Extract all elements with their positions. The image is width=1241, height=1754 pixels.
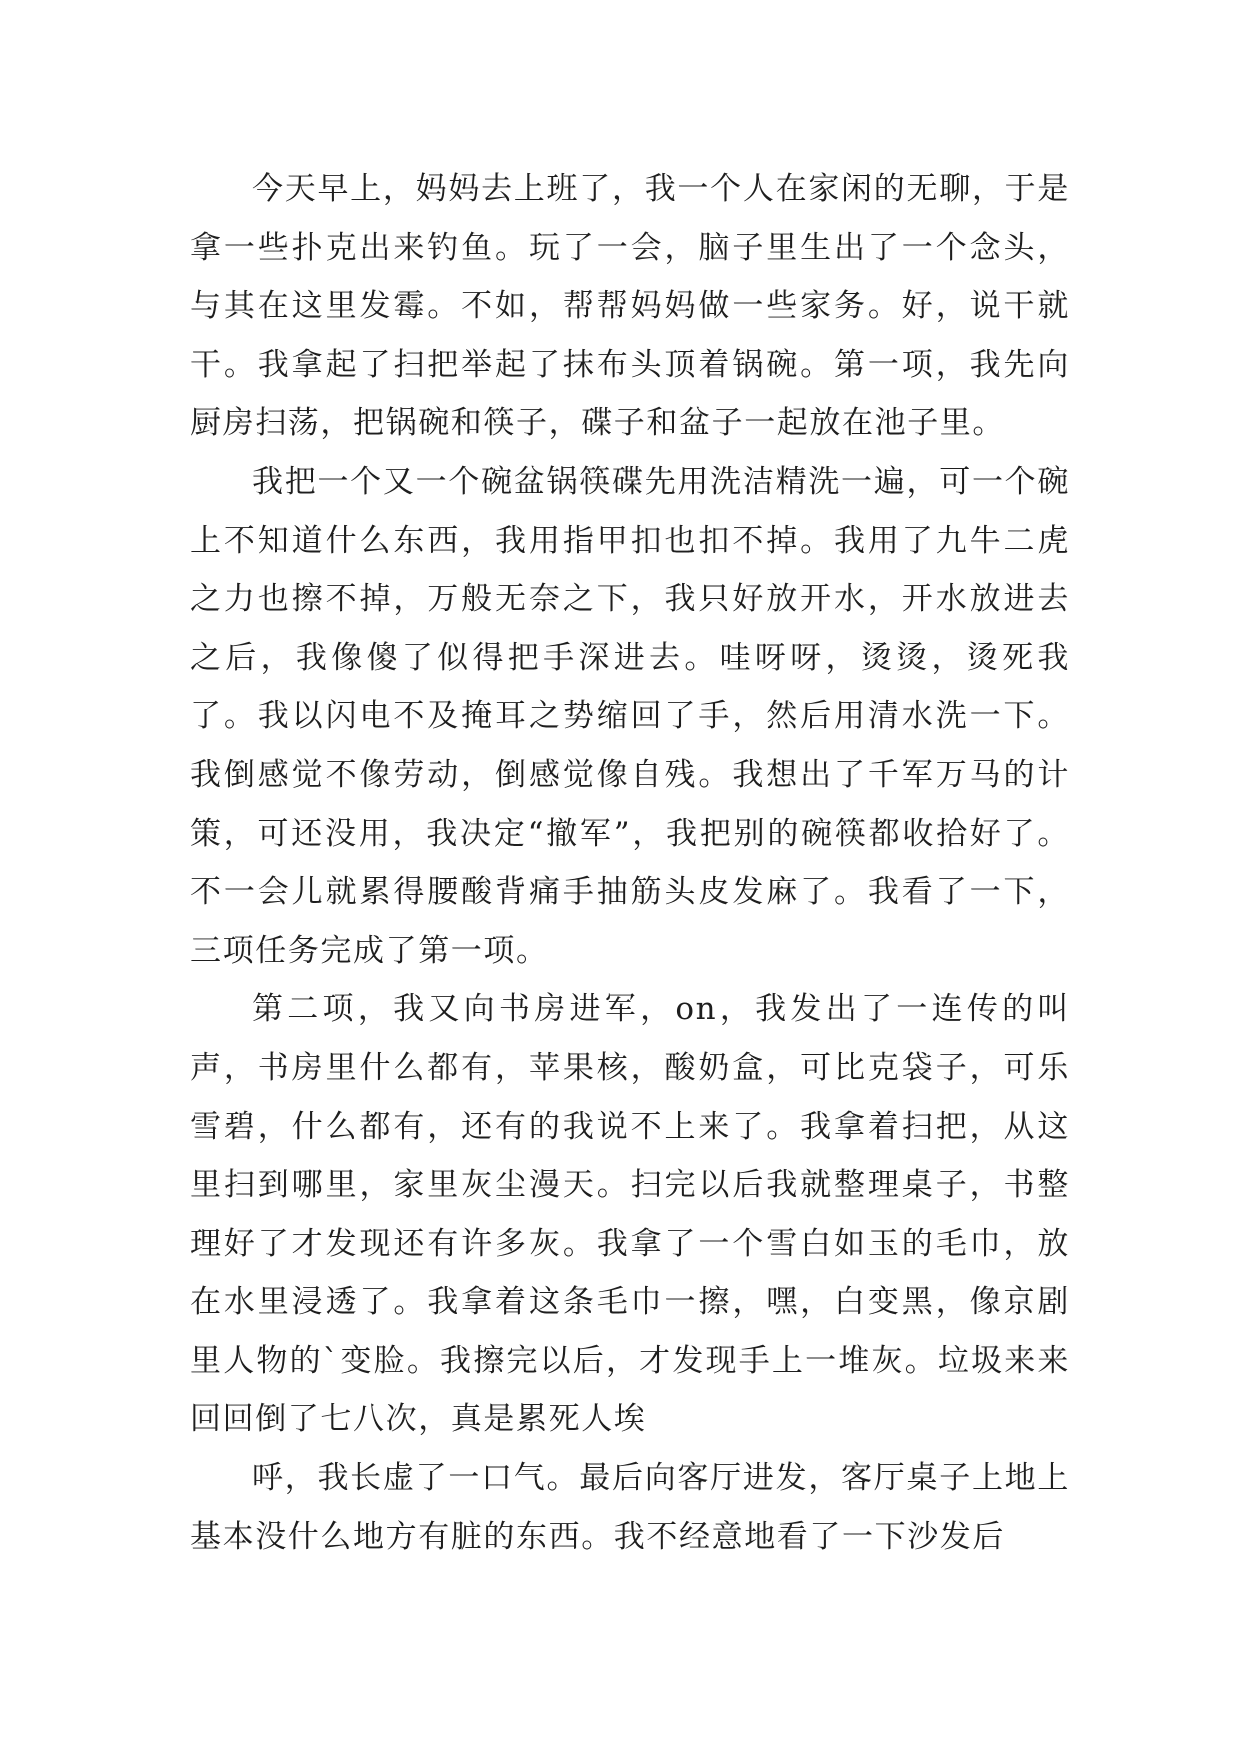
paragraph-3: 第二项，我又向书房进军，on，我发出了一连传的叫声，书房里什么都有，苹果核，酸奶盒，可比克袋子，可乐雪碧，什么都有，还有的我说不上来了。我拿着扫把，从这里扫到哪里，家里灰尘漫天。扫完以后我就整理桌子，书整理好了才发现还有许多灰。我拿了一个雪白如玉的毛巾，放在水里浸透了。我拿着这条毛巾一擦，嘿，白变黑，像京剧里人物的`变脸。我擦完以后，才发现手上一堆灰。垃圾来来回回倒了七八次，真是累死人埃 xyxy=(190,991,1070,1438)
paragraph-4: 呼，我长虚了一口气。最后向客厅进发，客厅桌子上地上基本没什么地方有脏的东西。我不经意地看了一下沙发后 xyxy=(190,1460,1070,1555)
paragraph-1: 今天早上，妈妈去上班了，我一个人在家闲的无聊，于是拿一些扑克出来钓鱼。玩了一会，脑子里生出了一个念头，与其在这里发霉。不如，帮帮妈妈做一些家务。好，说干就干。我拿起了扫把举起了抹布头顶着锅碗。第一项，我先向厨房扫荡，把锅碗和筷子，碟子和盆子一起放在池子里。 xyxy=(190,171,1070,442)
paragraph-2: 我把一个又一个碗盆锅筷碟先用洗洁精洗一遍，可一个碗上不知道什么东西，我用指甲扣也扣不掉。我用了九牛二虎之力也擦不掉，万般无奈之下，我只好放开水，开水放进去之后，我像傻了似得把手深进去。哇呀呀，烫烫，烫死我了。我以闪电不及掩耳之势缩回了手，然后用清水洗一下。我倒感觉不像劳动，倒感觉像自残。我想出了千军万马的计策，可还没用，我决定“撤军”，我把别的碗筷都收拾好了。不一会儿就累得腰酸背痛手抽筋头皮发麻了。我看了一下，三项任务完成了第一项。 xyxy=(190,463,1070,969)
essay-body xyxy=(190,160,1070,1566)
